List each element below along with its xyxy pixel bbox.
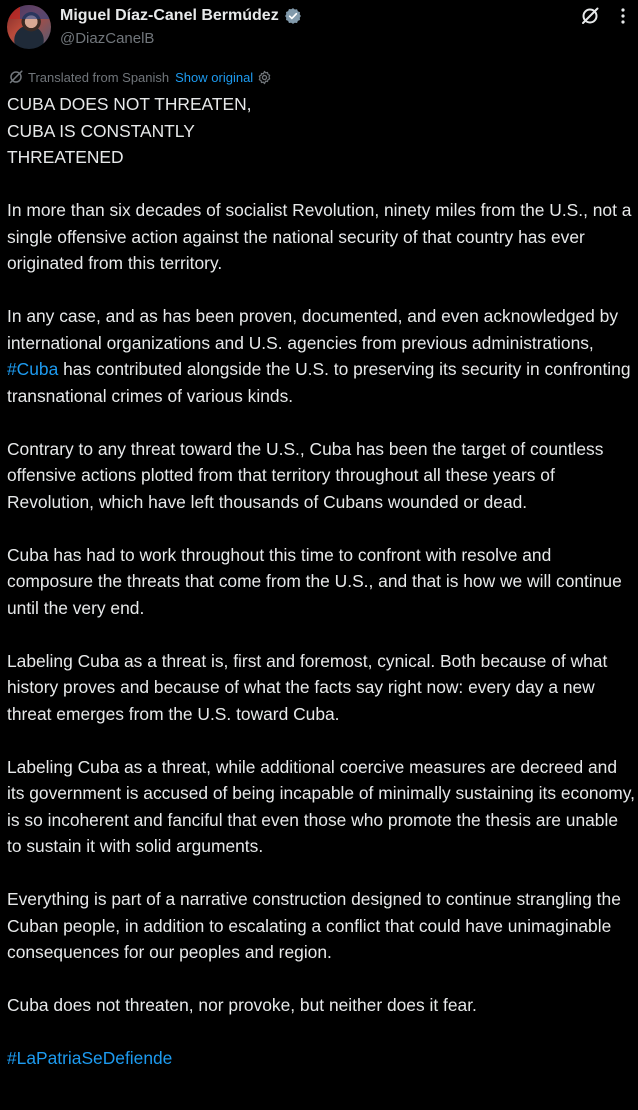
- hashtag-cuba-link[interactable]: #Cuba: [7, 359, 59, 379]
- post-paragraph-8: Cuba does not threaten, nor provoke, but neither does it fear.: [7, 995, 477, 1015]
- translate-icon: [8, 69, 24, 85]
- gear-icon[interactable]: [257, 70, 272, 85]
- avatar-flag-backdrop: [7, 5, 51, 19]
- post-title-line: THREATENED: [7, 147, 124, 167]
- verified-badge-icon[interactable]: [284, 7, 302, 25]
- paragraph-text: In any case, and as has been proven, documented, and even acknowledged by international organizations and U.S. agencies from previous administrations,: [7, 306, 619, 353]
- author-name-row: [60, 7, 302, 25]
- post-title-line: CUBA IS CONSTANTLY: [7, 120, 195, 141]
- post-paragraph-1: In more than six decades of socialist Revolution, ninety miles from the U.S., not a single offensive action against the national security of that country has ever originated from this territory.: [7, 200, 632, 273]
- post-header: [0, 0, 638, 60]
- show-original-link[interactable]: Show original: [175, 69, 254, 85]
- grok-icon[interactable]: [580, 6, 600, 26]
- avatar[interactable]: [7, 5, 51, 49]
- post-closing: [7, 1045, 635, 1072]
- author-display-name[interactable]: Miguel Díaz-Canel Bermúdez: [60, 7, 279, 24]
- translation-notice: [8, 69, 272, 85]
- post-paragraph-6: Labeling Cuba as a threat, while additional coercive measures are decreed and its government is accused of being incapable of minimally sustaining its economy, is so incoherent and fanciful that even those who promote the thesis are unable to sustain it with solid arguments.: [7, 756, 635, 856]
- post-body: [7, 91, 635, 1072]
- post-title: [7, 91, 635, 171]
- post-paragraph-3: Contrary to any threat toward the U.S., Cuba has been the target of countless offensive actions plotted from that territory throughout all these years of Revolution, which have left thousands of Cubans wounded or dead.: [7, 438, 604, 512]
- post-title-line: CUBA DOES NOT THREATEN,: [7, 94, 252, 114]
- post-paragraph-2: [7, 303, 635, 409]
- post-paragraph-7: Everything is part of a narrative construction designed to continue strangling the Cuban people, in addition to escalating a conflict that could have unimaginable consequences for our peoples and region.: [7, 889, 621, 962]
- post-paragraph-5: Labeling Cuba as a threat is, first and foremost, cynical. Both because of what history proves and because of what the facts say right now: every day a new threat emerges from the U.S. toward Cuba.: [7, 650, 608, 724]
- more-vertical-icon[interactable]: [614, 7, 632, 25]
- hashtag-lapatriasedefiende-link[interactable]: #LaPatriaSeDefiende: [7, 1048, 173, 1068]
- paragraph-text: has contributed alongside the U.S. to preserving its security in confronting transnational crimes of various kinds.: [7, 359, 631, 406]
- translation-label: Translated from Spanish: [28, 69, 170, 85]
- post-paragraph-4: Cuba has had to work throughout this time to confront with resolve and composure the threats that come from the U.S., and that is how we will continue until the very end.: [7, 544, 622, 618]
- author-handle[interactable]: @DiazCanelB: [60, 30, 155, 47]
